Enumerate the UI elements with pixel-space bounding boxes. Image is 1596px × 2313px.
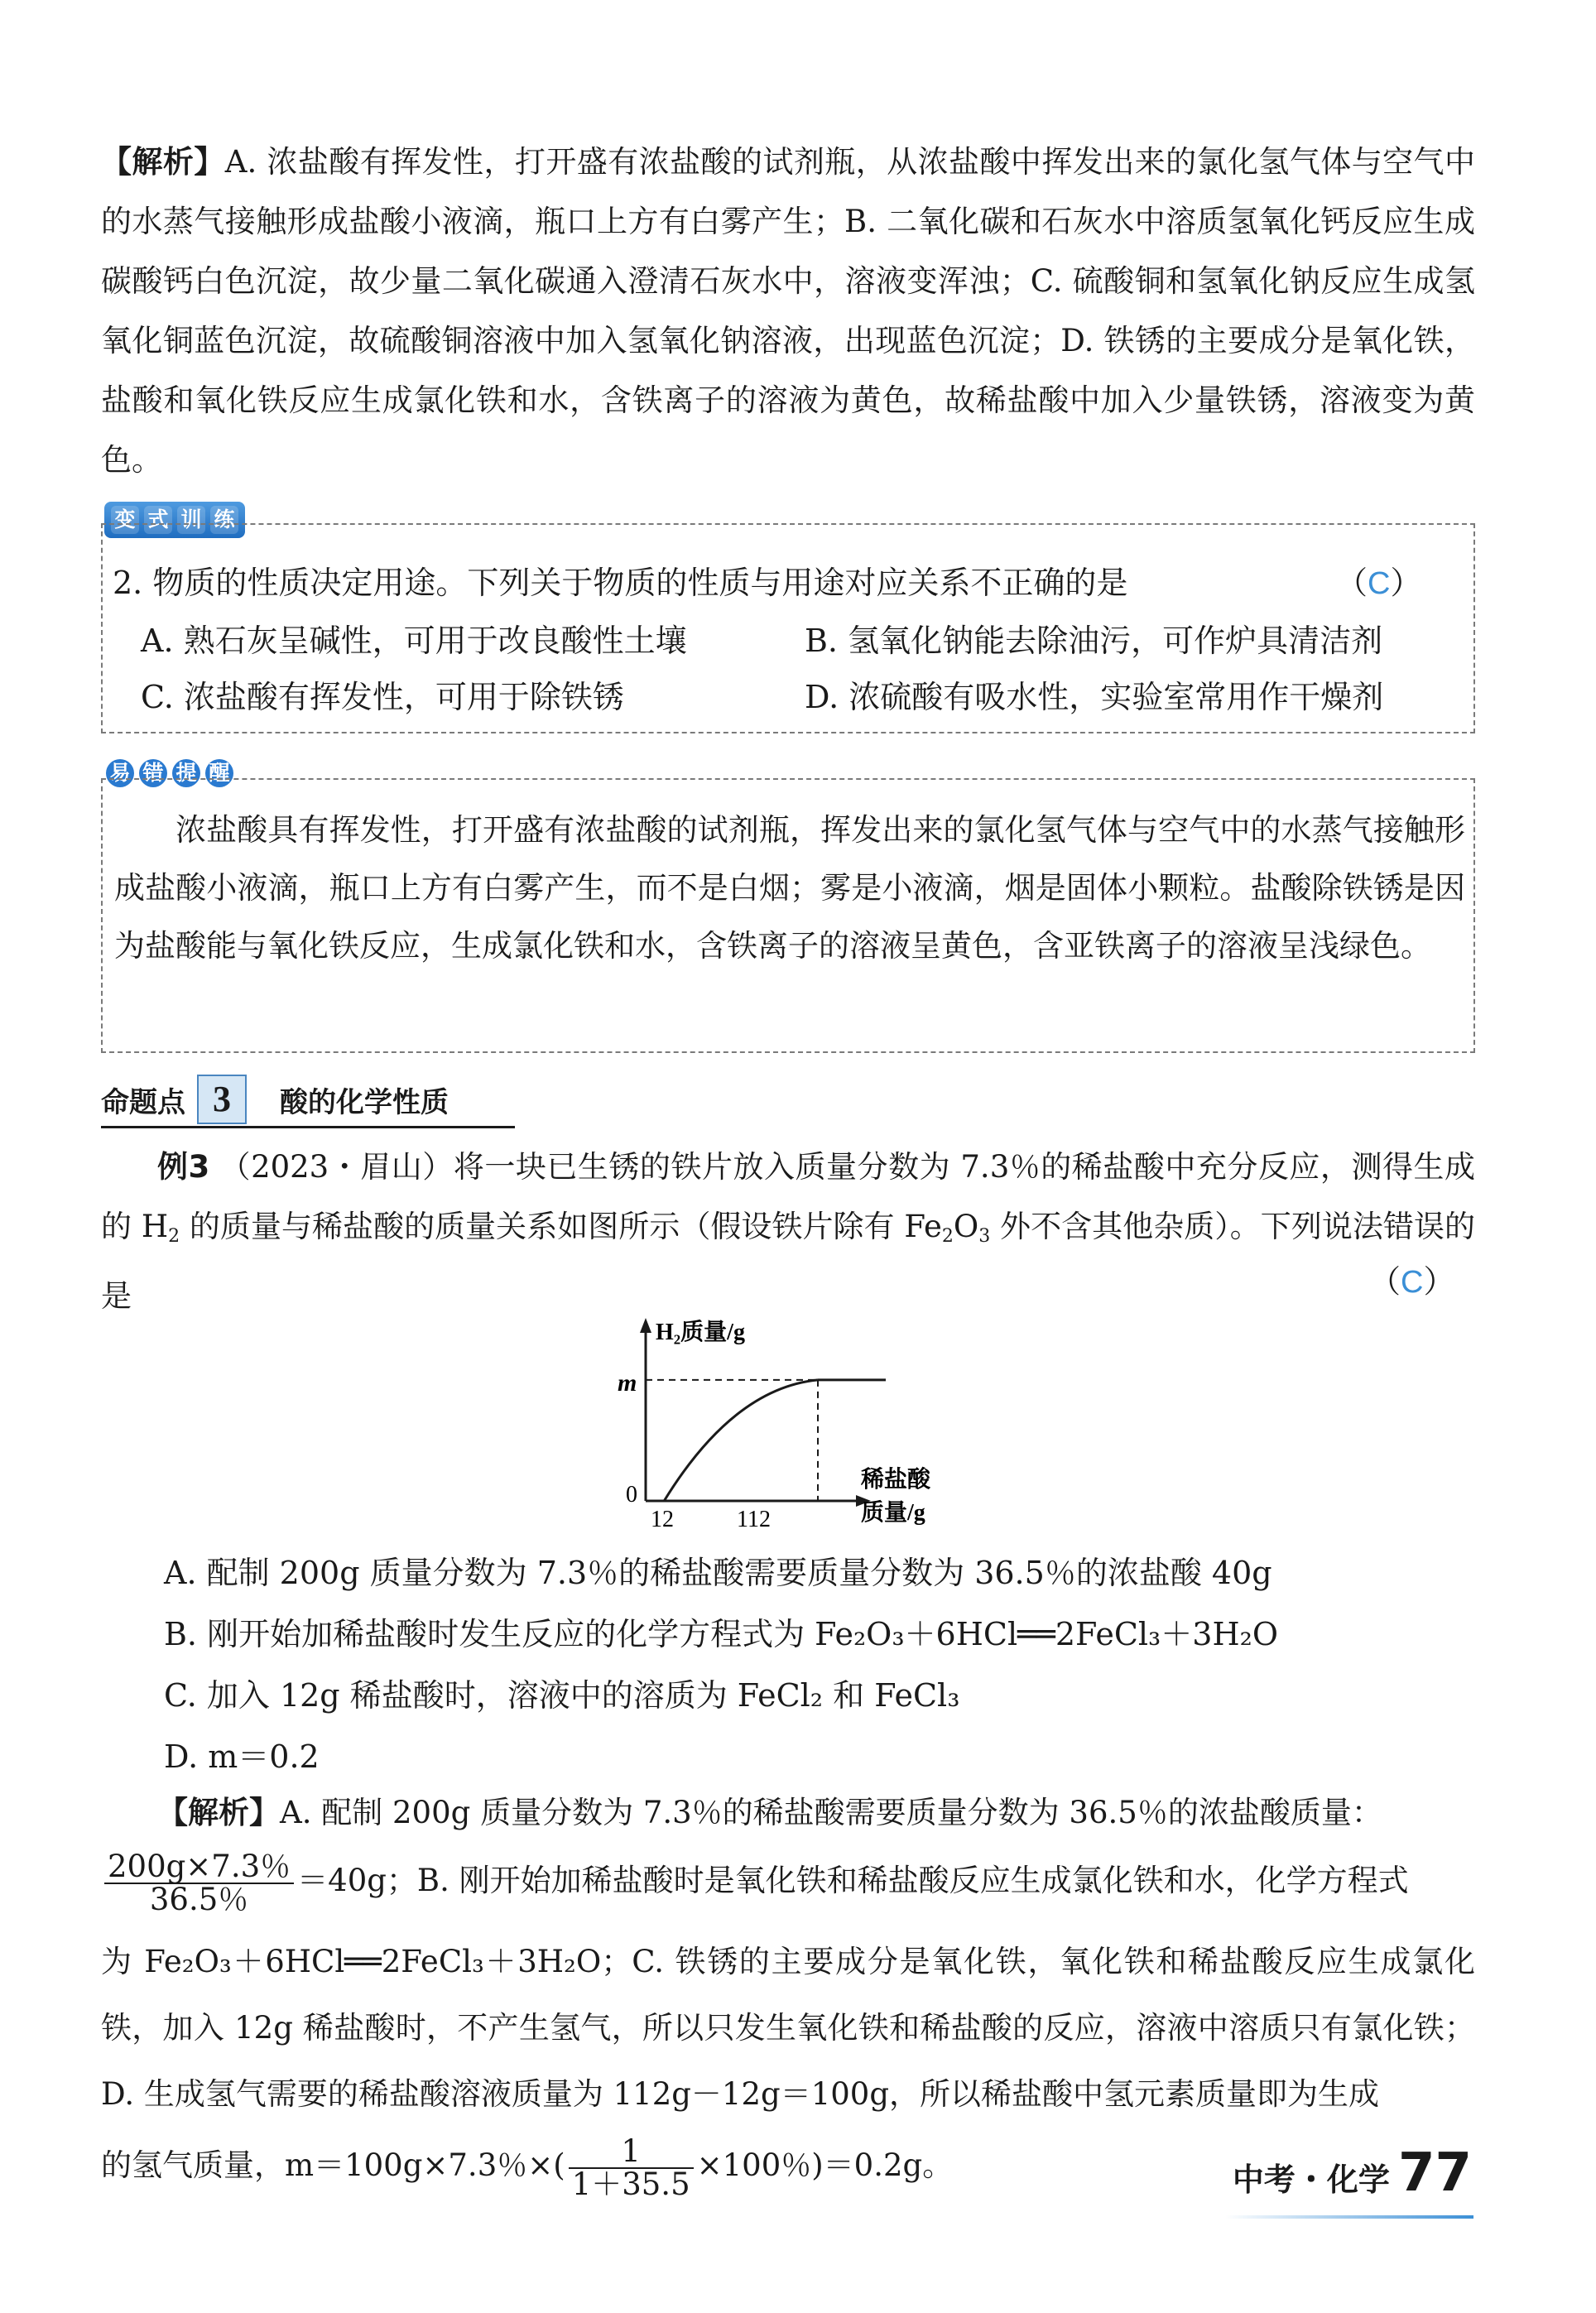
analysis-2-body: 为 Fe₂O₃＋6HCl══2FeCl₃＋3H₂O；C. 铁锈的主要成分是氧化铁，氧化铁和稀盐酸反应生成氯化铁，加入 12g 稀盐酸时，不产生氢气，所以只发生氧化铁和稀盐酸的反应，溶液中溶质只有氯化铁；D. 生成氢气需要的稀盐酸溶液质量为 112g－12g＝100g，所以稀盐酸中氢元素质量即为生成 <box>101 1944 1475 2112</box>
example-answer: C <box>1401 1265 1424 1300</box>
x-tick-112: 112 <box>737 1507 771 1530</box>
option-b: B. 氢氧化钠能去除油污，可作炉具清洁剂 <box>805 623 1383 659</box>
tag-char: 提 <box>172 759 200 787</box>
example-answer-bracket: （C） <box>1369 1263 1455 1300</box>
tag-char: 训 <box>177 506 205 534</box>
analysis-block-1 <box>101 132 1475 490</box>
example-3: 例3 （2023・眉山）将一块已生锈的铁片放入质量分数为 7.3％的稀盐酸中充分反应，测得生成的 $H_2$ 的质量与稀盐酸的质量关系如图所示（假设铁片除有 $Fe_2O_3$ 外不含其他杂质）。下列说法错误的是 <box>101 1149 1475 1314</box>
analysis-label: 【解析】 <box>157 1795 280 1830</box>
fraction: $\frac{1}{1+35.5}$ <box>569 2136 694 2200</box>
tag-char: 易 <box>106 759 134 787</box>
fraction: $\frac{200g\times 7.3\%}{36.5\%}$ <box>104 1851 294 1916</box>
tag-char: 练 <box>210 506 238 534</box>
origin-label: 0 <box>626 1482 637 1508</box>
tag-char: 醒 <box>205 759 233 787</box>
example-option-b: B. 刚开始加稀盐酸时发生反应的化学方程式为 Fe₂O₃＋6HCl══2FeCl₃＋3H₂O <box>164 1616 1278 1652</box>
x-tick-12: 12 <box>651 1507 674 1530</box>
analysis-2-fraction-line: $\frac{200g\times 7.3\%}{36.5\%}$ ＝40g；B. 刚开始加稀盐酸时是氧化铁和稀盐酸反应生成氯化铁和水，化学方程式 <box>101 1848 1475 1916</box>
tag-char: 变 <box>111 506 139 534</box>
option-a: A. 熟石灰呈碱性，可用于改良酸性土壤 <box>141 623 687 659</box>
tag-char: 错 <box>139 759 167 787</box>
option-d: D. 浓硫酸有吸水性，实验室常用作干燥剂 <box>805 679 1384 715</box>
variant-training-box <box>101 523 1475 733</box>
option-c: C. 浓盐酸有挥发性，可用于除铁锈 <box>141 679 624 715</box>
tag-char: 式 <box>144 506 172 534</box>
y-axis-label: H₂质量/g <box>656 1320 745 1345</box>
analysis-2-last-line: 的氢气质量，m＝100g×7.3％×( $\frac{1}{1+35.5}$ ×100％)＝0.2g。 <box>101 2133 954 2202</box>
page-number: 77 <box>1397 2142 1472 2204</box>
example-option-d: D. m＝0.2 <box>164 1738 320 1775</box>
example-source: （2023・眉山） <box>219 1149 454 1185</box>
answer-value: C <box>1368 566 1391 601</box>
h2-mass-chart <box>613 1315 977 1530</box>
page-footer <box>1233 2142 1472 2204</box>
variant-question: 2. 物质的性质决定用途。下列关于物质的性质与用途对应关系不正确的是 <box>113 565 1128 601</box>
example-label: 例3 <box>157 1149 210 1185</box>
y-tick-m: m <box>618 1369 637 1397</box>
example-option-c: C. 加入 12g 稀盐酸时，溶液中的溶质为 FeCl₂ 和 FeCl₃ <box>164 1677 960 1714</box>
warning-box <box>101 778 1475 1053</box>
section-prefix: 命题点 <box>101 1085 185 1119</box>
answer-bracket: （C） <box>1336 565 1422 601</box>
section-heading <box>101 1075 449 1124</box>
x-axis-label-1: 稀盐酸 <box>861 1467 931 1493</box>
section-rule <box>101 1126 515 1128</box>
footer-accent-line <box>1225 2215 1473 2219</box>
example-option-a: A. 配制 200g 质量分数为 7.3％的稀盐酸需要质量分数为 36.5％的浓盐酸 40g <box>164 1555 1272 1591</box>
section-number: 3 <box>197 1075 247 1124</box>
h2-curve <box>664 1380 818 1501</box>
x-axis-label-2: 质量/g <box>861 1500 925 1526</box>
section-title: 酸的化学性质 <box>280 1085 449 1119</box>
analysis-block-2: 【解析】A. 配制 200g 质量分数为 7.3％的稀盐酸需要质量分数为 36.5％的浓盐酸质量： <box>157 1795 1382 1830</box>
warning-text: 浓盐酸具有挥发性，打开盛有浓盐酸的试剂瓶，挥发出来的氯化氢气体与空气中的水蒸气接触形成盐酸小液滴，瓶口上方有白雾产生，而不是白烟；雾是小液滴，烟是固体小颗粒。盐酸除铁锈是因为盐酸能与氧化铁反应，生成氯化铁和水，含铁离子的溶液呈黄色，含亚铁离子的溶液呈浅绿色。 <box>114 812 1465 964</box>
analysis-text: A. 浓盐酸有挥发性，打开盛有浓盐酸的试剂瓶，从浓盐酸中挥发出来的氯化氢气体与空气中的水蒸气接触形成盐酸小液滴，瓶口上方有白雾产生；B. 二氧化碳和石灰水中溶质氢氧化钙反应生成碳酸钙白色沉淀，故少量二氧化碳通入澄清石灰水中，溶液变浑浊；C. 硫酸铜和氢氧化钠反应生成氢氧化铜蓝色沉淀，故硫酸铜溶液中加入氢氧化钠溶液，出现蓝色沉淀；D. 铁锈的主要成分是氧化铁，盐酸和氧化铁反应生成氯化铁和水，含铁离子的溶液为黄色，故稀盐酸中加入少量铁锈，溶液变为黄色。 <box>101 144 1475 478</box>
footer-subject: 中考・化学 <box>1232 2162 1390 2198</box>
analysis-label: 【解析】 <box>101 144 225 180</box>
y-axis-arrow <box>640 1318 651 1333</box>
